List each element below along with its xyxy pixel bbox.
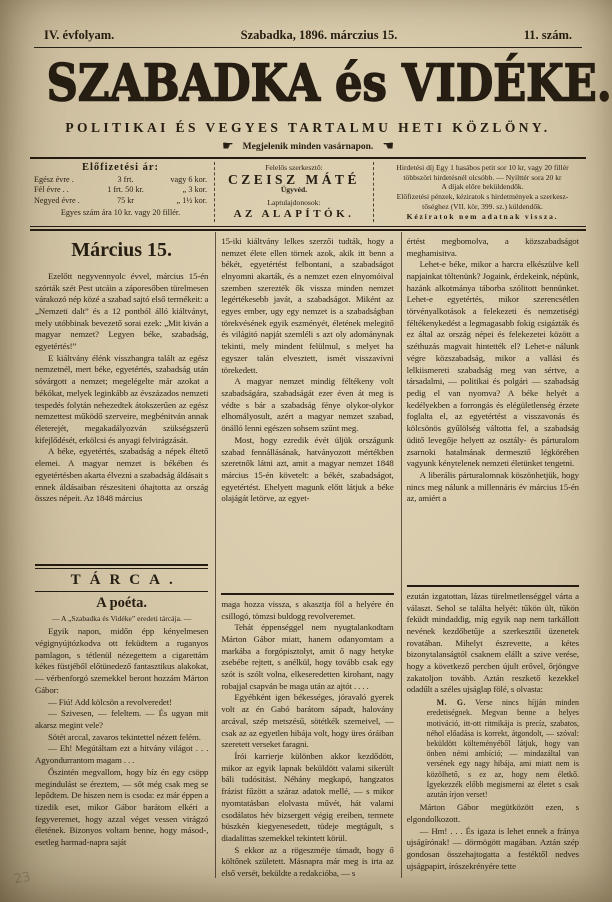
tarca-paragraph: — Hm! . . . És igaza is lehet ennek a fránya ujságírónak! — dörmögött magában. Aztán szép gondosan összehajtogatta a festéktől nedves ujságpapirt, írószekrényére tette [406, 825, 579, 871]
tarca-top-rule [35, 564, 208, 570]
subscription-row [32, 185, 209, 196]
tarca-paragraph: Egyik napon, midőn épp kényelmesen végignyújtózkodva ott feküdtem a ruganyos pamlagon, s tétlenül nézegettem a cigarettám kékes füstjéből előtünedező fantasztikus alakokat, — vérbenforgó szemekkel beront hozzám Márton Gábor: [35, 626, 209, 695]
article-paragraph: Most, hogy ezredik évét üljük országunk szabad fennállásának, hatványozott mértékben szeretnők látni azt, amit a magyar nemzet 1848 március 15-én követelt: a békét, szabadságot, egyetértést. Ehelyett magunk előtt látjuk a béke olajágát letörve, az egyet- [221, 434, 394, 504]
tarca-paragraph: maga hozza vissza, s akasztja föl a helyére én csillogó, tömzsi buldogg revolveremet. [221, 598, 394, 621]
pencil-page-mark: 23 [12, 869, 32, 888]
lead-article-col2 [221, 236, 393, 588]
manuscripts-notice: Kéziratok nem adatnak vissza. [406, 212, 559, 222]
tarca-paragraph: Egyébként igen békességes, jóravaló gyerek volt az én Gabó barátom sápadt, halovány arcával, szép metszésű, sötétkék szemeivel, — csak az az egyetlen hibája volt, hogy üres óráiban szeretett verseket faragni. [221, 692, 394, 750]
tarca-continuation-rule [407, 585, 579, 587]
subscription-term: Negyed évre . [34, 195, 80, 205]
tarca-paragraph: Írói karrierje különben akkor kezdődött, mikor az egyik lapnak beküldött valami sikerült báli tudósitást. Néhány megkapó, hangzatos frázist fűzött a száraz adatok mellé, — s mikor nyomtatásban elolvasta művét, hát valami csodálatos hév bizsergett végig ereiben, termete büszkén kiegyenesedett, tüdeje megtágult, s diadalittas szemekkel tekintett körül. [221, 751, 394, 843]
subscription-term: Egész évre . [34, 174, 74, 184]
column-3 [401, 232, 586, 878]
subscription-price: 3 frt. [117, 174, 134, 184]
tarca-paragraph: S ekkor az a rögeszméje támadt, hogy ő költőnek született. Másnapra már meg is irta az első versét, beküldte a redakcióba, — s [221, 844, 394, 878]
frequency-line [30, 139, 586, 155]
article-paragraph: A liberális párturalomnak köszönhetjük, hogy nincs meg nálunk a millennáris év március 15-én az, amiért a [406, 469, 579, 504]
article-paragraph: Ezelőtt negyvennyolc évvel, március 15-én szórták szét Pest utcáin a záporesőben türelmesen várakozó nép közé a szabad sajtó első termékeit: a „Nemzeti dalt” és a 12 pontból álló kiáltványt, mely utóbbinak bevezető sorai ezek: „Mit kiván a magyar nemzet? Legyen béke, szabadság, egyetértés!” [35, 270, 209, 352]
subscription-row [32, 196, 209, 207]
subscription-title: Előfizetési ár: [81, 162, 160, 174]
editor-name: CZEISZ MÁTÉ [228, 171, 360, 187]
tarca-section-title: TÁRCA. [70, 572, 182, 589]
dateline: Szabadka, 1896. márczius 15. [240, 28, 398, 42]
subscription-term: Fél évre . . [34, 185, 69, 195]
ad-rate-line: A díjak előre beküldendők. [441, 182, 524, 192]
article-paragraph: A magyar nemzet mindig féltékeny volt szabadságára, szabadságát ezer éven át meg is védte s bár a szabadság fénye olykor-olykor elhomályosult, azért a magyar nemzet szabad, önálló lenni egészen sohsem szűnt meg. [221, 376, 394, 434]
column-2 [215, 232, 400, 878]
tarca-paragraph: Őszintén megvallom, hogy bíz én egy csöpp megindulást se éreztem, — sőt még csak meg se lepődtem. De hiszen nem is csoda: ez már éppen a tizedik eset, mikor Gábor barátom elkéri a fegyveremet, hogy azzal véget vessen virágzó életének. Bizonyos voltam benne, hogy másod-, esetleg harmad-napra saját [35, 766, 209, 848]
article-paragraph: értést megbomolva, a közszabadságot meghamisitva. [406, 235, 579, 258]
body-columns [30, 232, 586, 878]
ad-rate-line: többszöri hirdetésnél olcsóbb. — Nyilttér sora 20 kr [403, 172, 562, 182]
article-paragraph: Lehet-e béke, mikor a harcra elkészülve kell napjainkat töltenünk? Jogaink, érdekeink, népünk, hazánk alkotmánya táborba szólitott bennünket. Lehet-e egyetértés, mikor szerencsétlen törvényalkotások a felekezeti és nemzetiségi féltékenykedést a legmagasabb fokig csigázták és ez által az ország népei és felekezetei között a széthuzás magvait hintették el? Lehet-e nálunk végre közszabadság, mikor a vallási és lelkiismereti szabadság meg van sértve, a társadalmi, — politikai és polgári — szabadság pedig el van nyomva? A béke helyét a kedélyekben a forrongás és elégületlenség érzete foglalta el, az egyetértést a visszavonás és kölcsönös gyűlölség váltotta fel, a szabadság üditő levegője helyett az osztály- és párturalom zsarnoki hatalmának dermesztő légkörében vagyunk kénytelenek nemzeti életünket tengetni. [406, 259, 579, 469]
editor-box [214, 162, 374, 222]
advertising-box [374, 162, 586, 222]
story-title: A poéta. [96, 595, 148, 612]
owners-name: AZ ALAPÍTÓK. [233, 208, 355, 221]
tarca-paragraph: Tehát éppenséggel nem nyugtalankodtam Márton Gábor miatt, hanem odanyomtam a markába a forgópisztolyt, amit ő nagy hetyke zsebébe rejtett, s anélkül, hogy tovább csak egy szót is szólt volna, elkeseredetten kirohant, nagy robajjal csapván be maga után az ajtót . . . . [221, 622, 394, 691]
tarca-paragraph: ezután izgatottan, lázas türelmetlenséggel várta a választ. Sehol se találta helyét: tűkön ült, tűkön feküdt mindaddig, míg egyik nap nem tarkállott nevének kezdőbetűje a szerkesztői üzenetek rovatában. Mihelyt észrevette, a kétes bizonytalanságtól csaknem elállt a szive verése, hogy a következő percben újult erővel, őrjöngve zakatoljon tovább. Aztán reszkető kezekkel odadűlt a széles ujságlap fölé, s olvasta: [406, 590, 579, 695]
tarca-paragraph: Márton Gábor megütközött ezen, s elgondolkozott. [406, 802, 579, 824]
owners-label: Laptulajdonosok: [267, 197, 321, 207]
ad-rate-line: Hirdetési díj Egy 1 hasábos petit sor 10 kr, vagy 20 fillér [396, 163, 569, 173]
column-1 [30, 232, 215, 878]
single-copy-price: Egyes szám ára 10 kr. vagy 20 fillér. [60, 208, 181, 218]
subscription-row [32, 175, 209, 186]
subscription-price: 75 kr [116, 195, 135, 205]
tarca-col3 [407, 580, 579, 873]
article-paragraph: 15-iki kiáltvány lelkes szerzői tudták, hogy a nemzet élete ellen törnek azok, akik itt benn a békét, egyetértést felbontani, a szabadságot elnyomni akarták, és a nemzet ezen elnyomóival szemben szerezték ők vissza minden nemzet legértékesebb javát, a szabadságot. Miként az egyes ember, ugy egy nemzet is a szabadságban törekvésének egyik eszményét, életének melegitő és világitó napját szemléli s azt oly adománynak tekinti, mely mindent felülmul, s melyet ha egyszer talán elvesztett, ismét visszavívni törekedett. [221, 235, 394, 375]
editor-title: Ügyvéd. [280, 185, 308, 195]
tarca-paragraph: — Eh! Megútáltam ezt a hitvány világot . . . Agyondurrantom magam . . . [35, 743, 209, 766]
subscription-price: 1 frt. 50 kr. [107, 185, 144, 195]
masthead-subtitle: POLITIKAI ÉS VEGYES TARTALMU HETI KÖZLÖNY. [65, 120, 551, 136]
volume-label: IV. évfolyam. [44, 28, 115, 42]
tarca-paragraph: — Szivesen, — feleltem. — És ugyan mit akarsz megint vele? [35, 708, 209, 730]
issue-number: 11. szám. [523, 28, 572, 42]
tarca-continuation-rule [221, 593, 393, 595]
subscription-alt-price: „ 3 kor. [182, 185, 207, 195]
tarca-title-rule [35, 591, 208, 592]
tarca-paragraph: Sötét arccal, zavaros tekintettel nézett felém. [48, 731, 201, 742]
header-divider [34, 47, 582, 48]
pointing-hand-left-icon: ☚ [382, 139, 394, 155]
info-bar [30, 159, 586, 226]
tarca-paragraph: — Fiú! Add kölcsön a revolveredet! [48, 696, 172, 707]
editor-reply-initials: M. G. [436, 698, 466, 708]
article-paragraph: A béke, egyetértés, szabadság a népek éltető elemei. A magyar nemzet is békében és egyetértésben akarta élvezni a szabadság áldásait s ennek áldásaiban részesiteni óhajtotta az ország összes népeit. Az 1848 március [35, 446, 209, 504]
page-content [30, 28, 612, 896]
subscription-box [30, 162, 214, 222]
tarca-col1 [35, 562, 208, 849]
editor-reply-text: Verse nincs híjján minden eredetiségnek. Megvan benne a helyes motiváció, itt-ott ritmikája is precíz, szabatos, néhol előadása is korrekt, átgondolt, — szóval: beküldött költeményéből látjuk, hogy van önben némi ambíció; — mindazáltal van versének egy nagy hibája, ami miatt nem is közölhető, s ez az, hogy nem életkő. Igyekezzék előbb megismerni az életet s csak azután írjon verset! [426, 698, 579, 800]
subscription-alt-price: „ 1½ kor. [176, 195, 207, 205]
subscription-alt-price: vagy 6 kor. [170, 174, 207, 184]
tarca-col2 [221, 588, 393, 878]
lead-article-col1 [35, 236, 208, 562]
ad-rate-line: tőséghez (VII. kör, 399. sz.) küldendők. [422, 201, 543, 211]
editor-role-label: Felelős szerkesztő: [265, 163, 323, 173]
lead-article-col3 [407, 236, 579, 580]
article-title: Március 15. [71, 238, 173, 261]
article-paragraph: E kiáltvány élénk visszhangra talált az egész nemzetnél, mert béke, egyetértés, szabadság után sóvárgott a nemzet; megelégelte már azokat a békókat, melyek leginkább az évszázados nemzeti tespedés folytán nehezedtek átokszerűen az egész nemzettest működő szerveire, megbénitván annak életerejét, megakadályozván szükségszerű kifejlődését, erkölcsi és anyagi felvirágzását. [35, 352, 209, 445]
ad-rate-line: Előfizetési pénzek, kéziratok s hirdetmények a szerkesz- [396, 192, 569, 202]
pointing-hand-right-icon: ☛ [222, 139, 234, 155]
issue-info-bar [30, 28, 586, 43]
story-byline: — A „Szabadka és Vidéke” eredeti tárcája. — [51, 614, 192, 624]
masthead-title: SZABADKA és VIDÉKE. [46, 53, 612, 113]
frequency-text: Megjelenik minden vasárnapon. [242, 142, 374, 153]
editor-reply-note [427, 698, 579, 800]
infobar-bottom-rule [30, 226, 586, 231]
